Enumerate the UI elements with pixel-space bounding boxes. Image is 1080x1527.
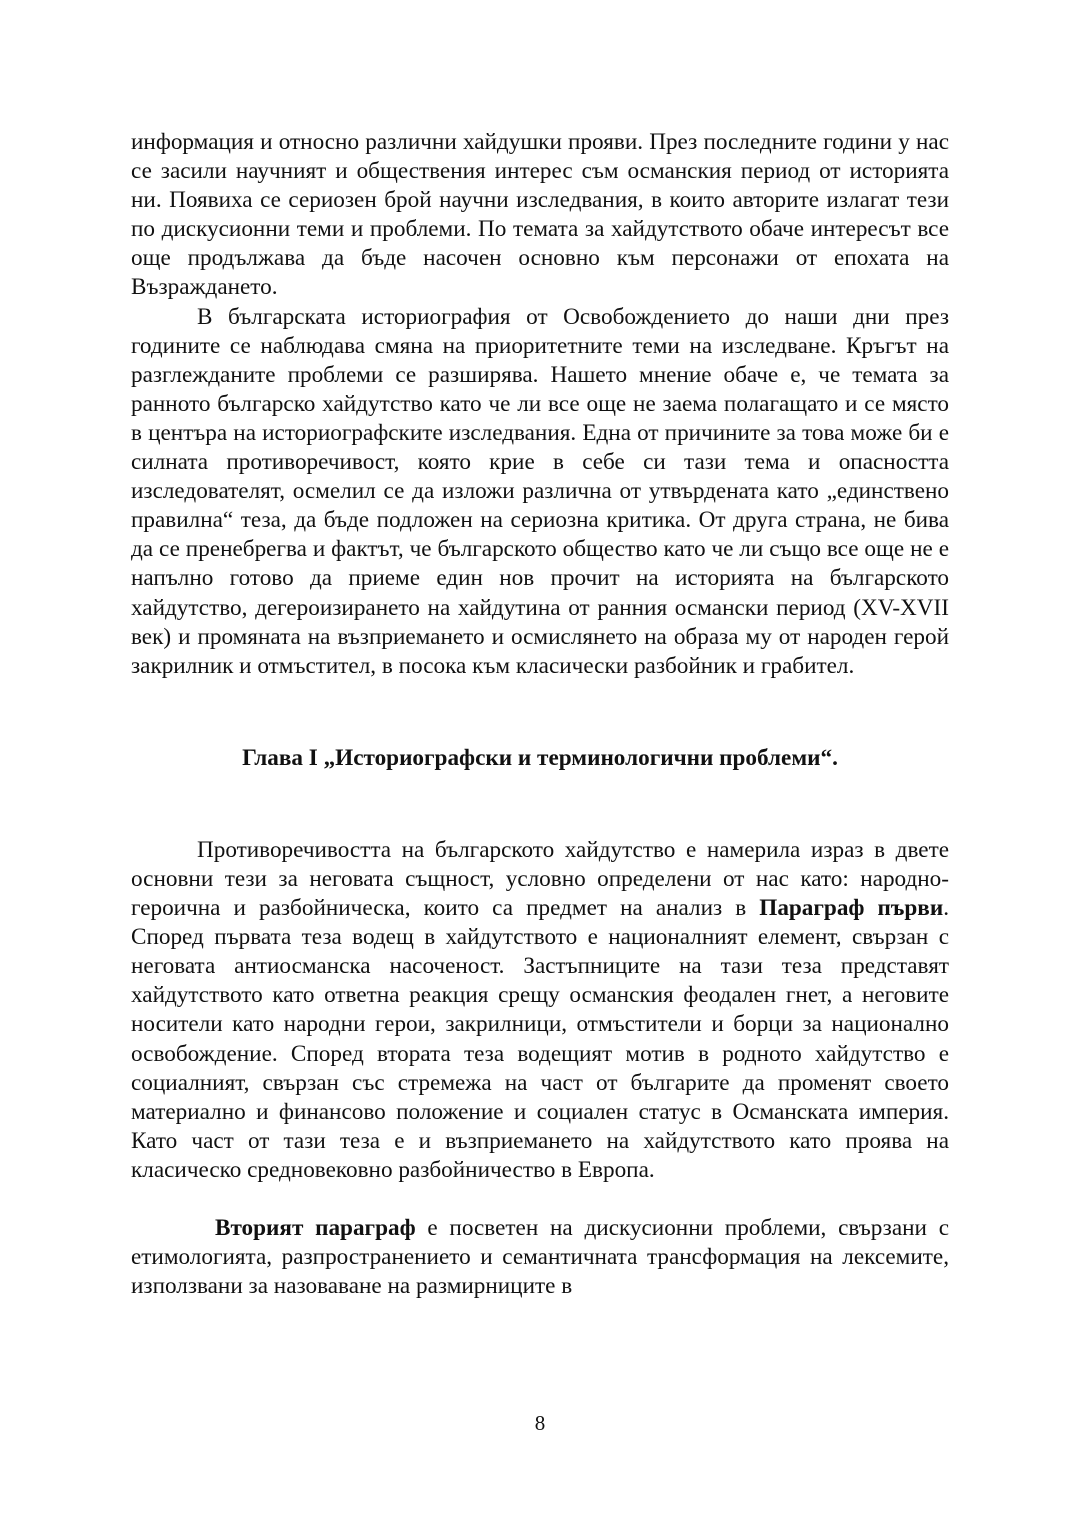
paragraph-4-bold-term: Вторият параграф bbox=[215, 1215, 416, 1241]
paragraph-3-end: . Според първата теза водещ в хайдутството е националният елемент, свързан с неговата антиосманска насоченост. Застъпниците на тази теза представят хайдутството като ответна реакция срещу османския феодален гнет, а неговите носители като народни герои, закрилници, отмъстители и борци за национално освобождение. Според втората теза водещият мотив в родното хайдутство е социалният, свързан със стремежа на част от българите да променят своето материално и финансово положение и социален статус в Османската империя. Като част от тази теза е и възприемането на хайдутството като проява на класическо средновековно разбойничество в Европа. bbox=[131, 895, 949, 1183]
paragraph-1: информация и относно различни хайдушки прояви. През последните години у нас се засили научният и обществения интерес съм османския период от историята ни. Появиха се сериозен брой научни изследвания, в които авторите излагат тези по дискусионни теми и проблеми. По темата за хайдутството обаче интересът все още продължава да бъде насочен основно към персонажи от епохата на Възраждането. bbox=[131, 129, 949, 301]
paragraph-3-start: Противоречивостта на българското хайдутство е намерила израз в двете основни тези за неговата същност, условно определени от нас като: народно-героична и разбойническа, които са предмет на анализ в bbox=[131, 836, 949, 922]
document-page bbox=[131, 128, 949, 1301]
paragraph-3 bbox=[131, 836, 949, 1185]
page-number: 8 bbox=[534, 1411, 546, 1435]
paragraph-4 bbox=[131, 1214, 949, 1301]
paragraph-3-bold-term: Параграф първи bbox=[759, 895, 944, 922]
chapter-title: Глава I „Историографски и терминологични проблеми“. bbox=[242, 744, 838, 771]
paragraph-4-rest: е посветен на дискусионни проблеми, свързани с етимологията, разпространението и семантичната трансформация на лексемите, използвани за назоваване на размирниците в bbox=[131, 1215, 949, 1300]
paragraph-2: В българската историография от Освобождението до наши дни през годините се наблюдава смяна на приоритетните теми на изследване. Кръгът на разглежданите проблеми се разширява. Нашето мнение обаче е, че темата за ранното българско хайдутство като че ли все още не заема полагащато и се място в центъра на историографските изследвания. Една от причините за това може би е силната противоречивост, която крие в себе си тази тема и опасността изследователят, осмелил се да изложи различна от утвърдената като „единствено правилна“ теза, да бъде подложен на сериозна критика. От друга страна, не бива да се пренебрегва и фактът, че българското общество като че ли също все още не е напълно готово да приеме един нов прочит на историята на българското хайдутство, дегероизирането на хайдутина от ранния османски период (XV-XVII век) и промяната на възприемането и осмислянето на образа му от народен герой закрилник и отмъстител, в посока към класически разбойник и грабител. bbox=[131, 303, 949, 679]
